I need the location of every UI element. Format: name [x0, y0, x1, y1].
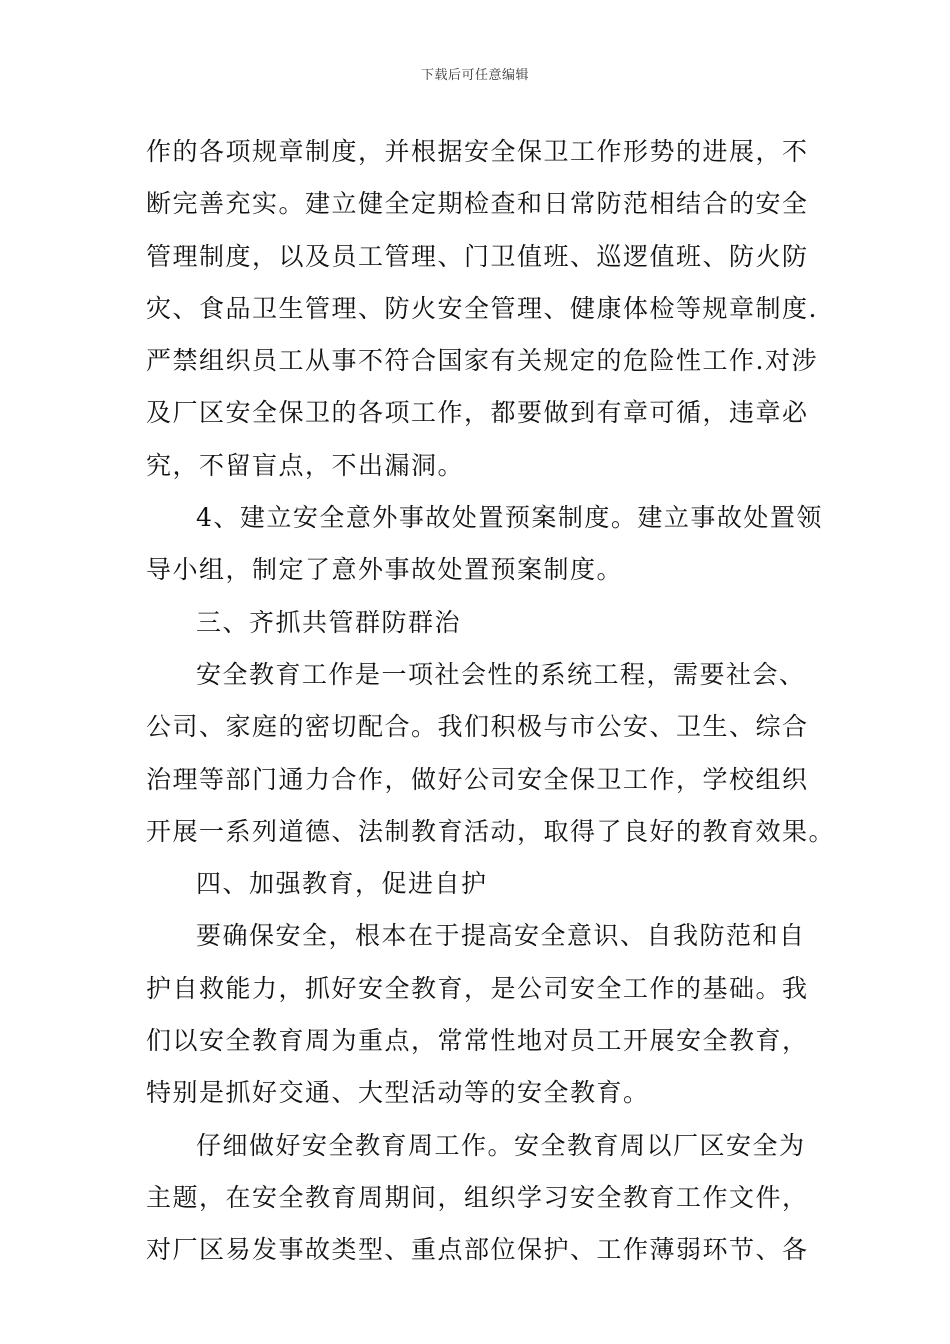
header-note: 下载后可任意编辑 [420, 68, 529, 83]
text-line: 们以安全教育周为重点，常常性地对员工开展安全教育， [146, 1026, 809, 1056]
text-line: 及厂区安全保卫的各项工作，都要做到有章可循，违章必 [146, 398, 809, 428]
text-line: 灾、食品卫生管理、防火安全管理、健康体检等规章制度. [146, 293, 818, 323]
text-line: 要确保安全，根本在于提高安全意识、自我防范和自 [196, 921, 806, 951]
text-line: 导小组，制定了意外事故处置预案制度。 [146, 555, 624, 585]
text-line: 作的各项规章制度，并根据安全保卫工作形势的进展，不 [146, 137, 809, 166]
text-line: 究，不留盲点，不出漏洞。 [146, 450, 465, 480]
text-line: 管理制度，以及员工管理、门卫值班、巡逻值班、防火防 [146, 241, 809, 271]
text-line: 严禁组织员工从事不符合国家有关规定的危险性工作.对涉 [146, 346, 818, 376]
text-line: 治理等部门通力合作，做好公司安全保卫工作，学校组织 [146, 764, 809, 794]
text-line: 特别是抓好交通、大型活动等的安全教育。 [146, 1078, 650, 1108]
text-line: 护自救能力，抓好安全教育，是公司安全工作的基础。我 [146, 973, 809, 1003]
text-line: 对厂区易发事故类型、重点部位保护、工作薄弱环节、各 [146, 1235, 809, 1265]
text-line: 4、建立安全意外事故处置预案制度。建立事故处置领 [196, 503, 823, 533]
text-line: 断完善充实。建立健全定期检查和日常防范相结合的安全 [146, 189, 809, 219]
text-line: 仔细做好安全教育周工作。安全教育周以厂区安全为 [196, 1130, 806, 1160]
section-heading: 四、加强教育，促进自护 [196, 869, 488, 899]
text-line: 开展一系列道德、法制教育活动，取得了良好的教育效果。 [146, 816, 836, 846]
text-line: 安全教育工作是一项社会性的系统工程，需要社会、 [196, 659, 806, 689]
text-line: 公司、家庭的密切配合。我们积极与市公安、卫生、综合 [146, 712, 809, 742]
section-heading: 三、齐抓共管群防群治 [196, 607, 462, 637]
text-line: 主题，在安全教育周期间，组织学习安全教育工作文件， [146, 1182, 809, 1212]
document-body [146, 126, 836, 1277]
